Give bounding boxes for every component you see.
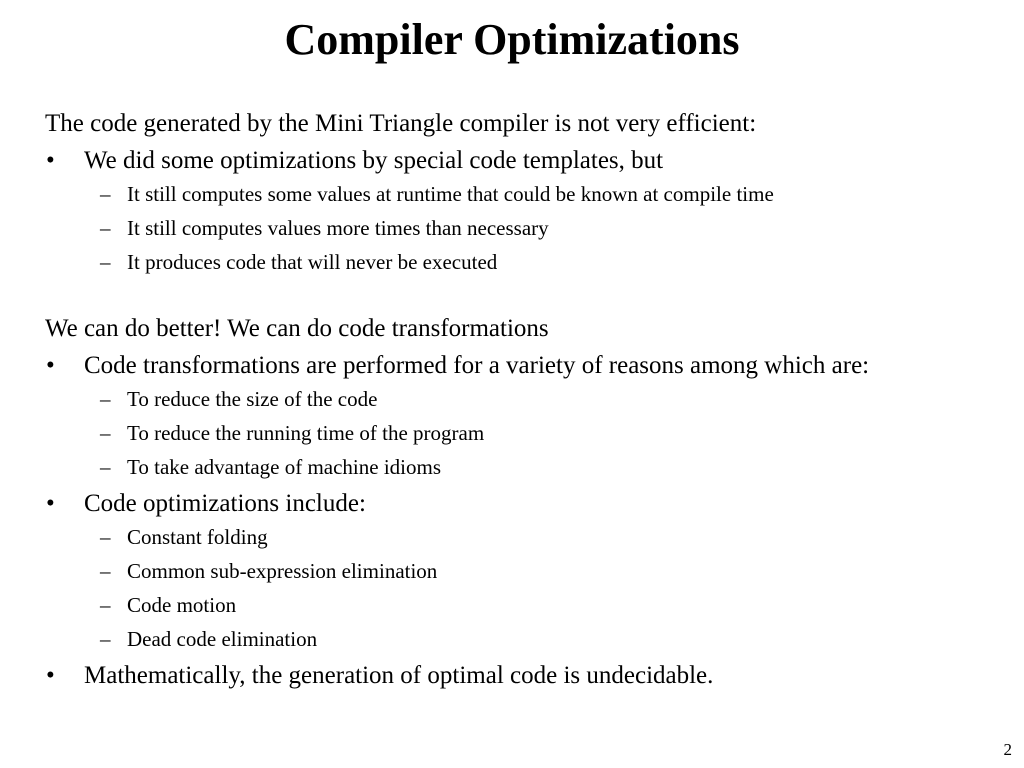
bullet-item <box>45 488 1005 520</box>
sub-text: Common sub-expression elimination <box>127 559 438 583</box>
dash-glyph: – <box>100 559 111 583</box>
sub-item <box>45 420 1005 446</box>
sub-text: To take advantage of machine idioms <box>127 455 442 479</box>
dash-glyph: – <box>100 182 111 206</box>
slide-content <box>45 108 1005 696</box>
section-transformations <box>45 313 1005 692</box>
sub-text: It produces code that will never be executed <box>127 250 498 274</box>
sub-item <box>45 558 1005 584</box>
dash-glyph: – <box>100 627 111 651</box>
sub-text: To reduce the running time of the program <box>127 421 485 445</box>
slide-title: Compiler Optimizations <box>284 15 740 64</box>
sub-text: Code motion <box>127 593 237 617</box>
dash-glyph: – <box>100 387 111 411</box>
sub-text: To reduce the size of the code <box>127 387 378 411</box>
bullet-item <box>45 660 1005 692</box>
page-number: 2 <box>1003 740 1012 759</box>
sub-item <box>45 592 1005 618</box>
bullet-text: Code optimizations include: <box>84 490 366 517</box>
sub-text: It still computes values more times than necessary <box>127 216 549 240</box>
dash-glyph: – <box>100 455 111 479</box>
dash-glyph: – <box>100 216 111 240</box>
sub-list <box>45 181 1005 275</box>
bullet-glyph: • <box>46 147 55 174</box>
sub-item <box>45 181 1005 207</box>
sub-text: Constant folding <box>127 525 268 549</box>
dash-glyph: – <box>100 421 111 445</box>
sub-item <box>45 454 1005 480</box>
dash-glyph: – <box>100 593 111 617</box>
bullet-item <box>45 350 1005 382</box>
sub-item <box>45 249 1005 275</box>
sub-item <box>45 626 1005 652</box>
bullet-text: Mathematically, the generation of optimal code is undecidable. <box>84 662 714 689</box>
section-lead: The code generated by the Mini Triangle compiler is not very efficient: <box>45 110 757 137</box>
sub-item <box>45 524 1005 550</box>
section-lead: We can do better! We can do code transformations <box>45 315 549 342</box>
sub-text: It still computes some values at runtime that could be known at compile time <box>127 182 774 206</box>
dash-glyph: – <box>100 250 111 274</box>
bullet-item <box>45 145 1005 177</box>
sub-item <box>45 386 1005 412</box>
bullet-glyph: • <box>46 662 55 689</box>
sub-text: Dead code elimination <box>127 627 318 651</box>
bullet-text: Code transformations are performed for a variety of reasons among which are: <box>84 352 870 379</box>
sub-item <box>45 215 1005 241</box>
bullet-glyph: • <box>46 352 55 379</box>
sub-list <box>45 524 1005 652</box>
sub-list <box>45 386 1005 480</box>
bullet-text: We did some optimizations by special code templates, but <box>84 147 664 174</box>
bullet-glyph: • <box>46 490 55 517</box>
section-inefficiency <box>45 108 1005 275</box>
dash-glyph: – <box>100 525 111 549</box>
